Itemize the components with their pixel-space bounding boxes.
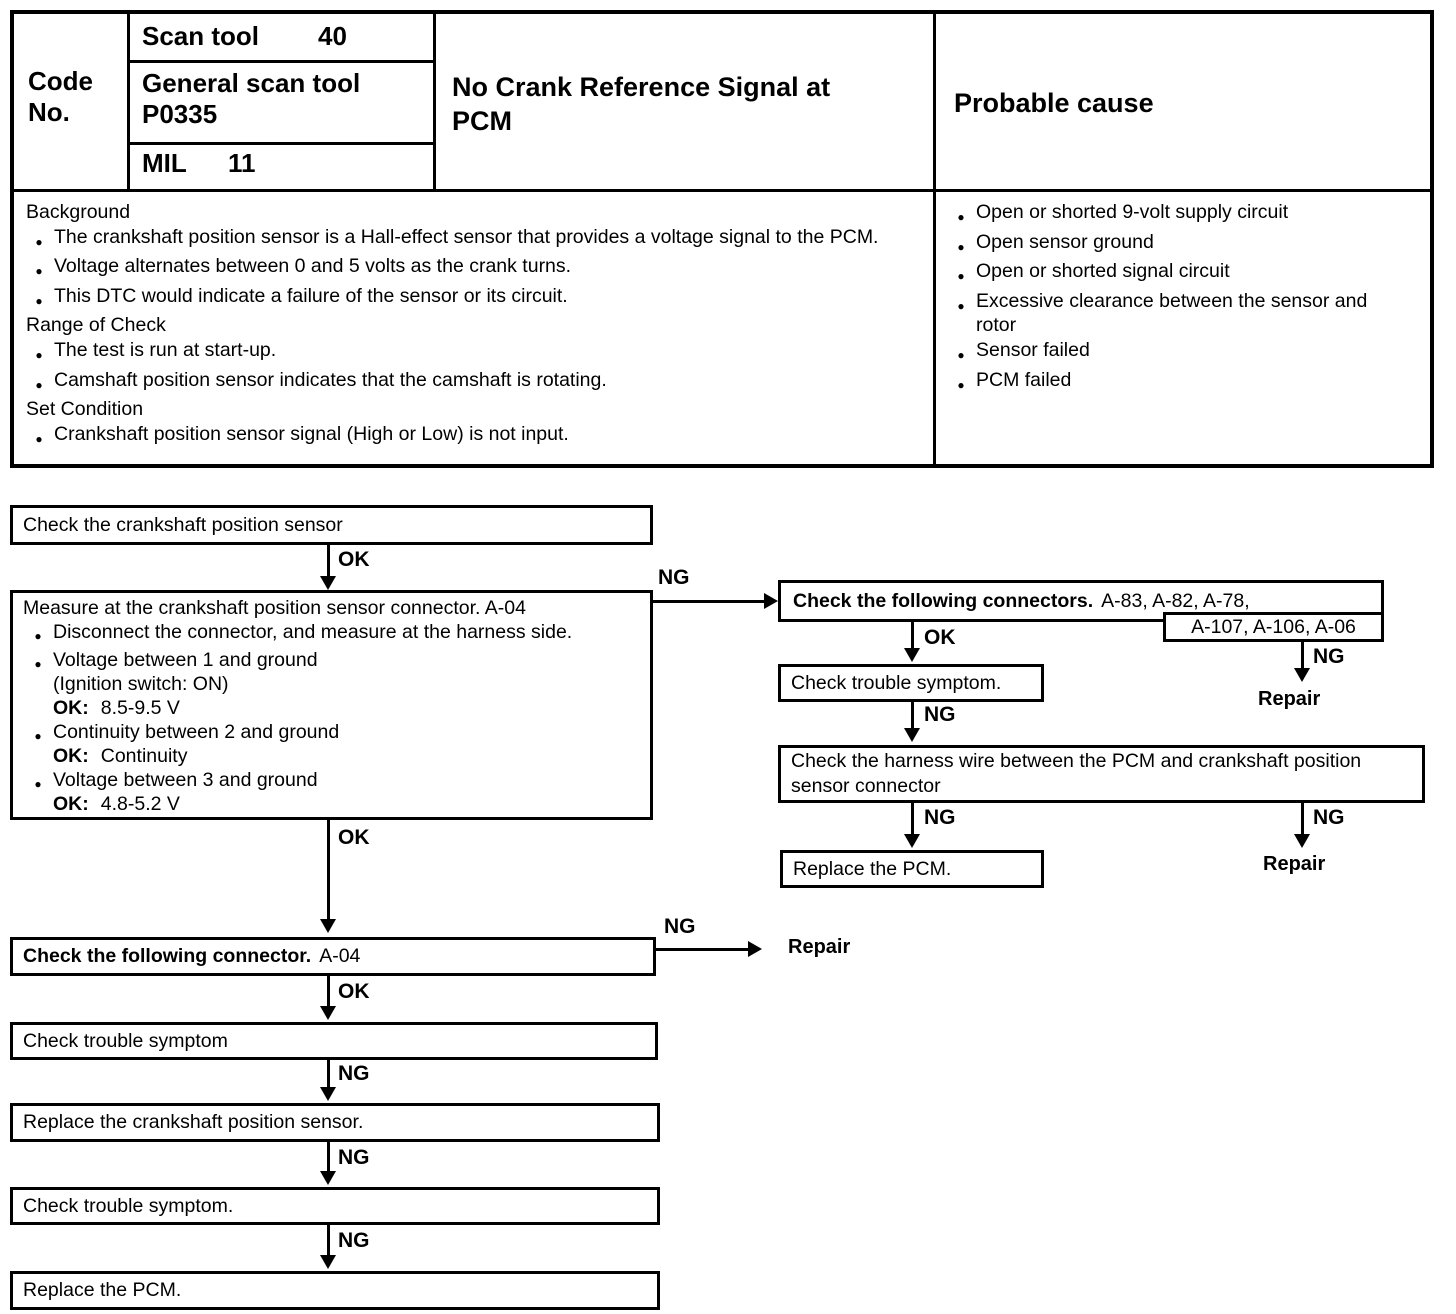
bullet-item bbox=[24, 225, 924, 255]
bullet-text: The test is run at start-up. bbox=[54, 338, 277, 361]
bullet-text: Open or shorted signal circuit bbox=[976, 260, 1230, 283]
bullet-item bbox=[24, 368, 924, 398]
connector-codes: A-83, A-82, A-78, bbox=[1101, 589, 1250, 612]
bullet-text: Excessive clearance between the sensor and rotor bbox=[976, 289, 1368, 337]
bullet-text: Camshaft position sensor indicates that the camshaft is rotating. bbox=[54, 368, 607, 391]
bullet-icon: ● bbox=[34, 629, 42, 643]
mil-cell bbox=[142, 148, 187, 179]
bullet-item bbox=[946, 368, 1426, 398]
bullet-item bbox=[24, 338, 924, 368]
repair-label: Repair bbox=[1263, 853, 1326, 875]
arrow-label-ng: NG bbox=[658, 566, 690, 589]
table-divider bbox=[433, 14, 436, 189]
bullet-text: Open or shorted 9-volt supply circuit bbox=[976, 201, 1289, 223]
flow-arrow-line bbox=[327, 976, 330, 1006]
arrow-label-ng: NG bbox=[1313, 806, 1345, 829]
flow-box-check-trouble-symptom-2 bbox=[10, 1187, 660, 1225]
arrow-label-ng: NG bbox=[664, 915, 696, 938]
flow-arrow-line bbox=[650, 600, 766, 603]
bullet-item bbox=[946, 289, 1426, 338]
flow-arrow-line bbox=[656, 948, 750, 951]
flow-arrowhead bbox=[904, 648, 920, 662]
measure-title: Measure at the crankshaft position sensor connector. A-04 bbox=[23, 597, 526, 619]
probable-cause-title: Probable cause bbox=[954, 88, 1154, 118]
flow-box-check-sensor bbox=[10, 505, 653, 545]
bullet-item bbox=[946, 230, 1426, 260]
bullet-text: The crankshaft position sensor is a Hall-effect sensor that provides a voltage signal to the PCM. bbox=[54, 225, 879, 248]
table-divider bbox=[130, 142, 433, 145]
mil-value: 11 bbox=[228, 148, 256, 178]
flow-box-check-connector bbox=[10, 937, 656, 976]
flow-box-text: Replace the PCM. bbox=[793, 857, 952, 880]
arrow-label-ng: NG bbox=[924, 703, 956, 726]
table-divider bbox=[130, 60, 433, 63]
flow-arrowhead bbox=[320, 1255, 336, 1269]
flow-box-replace-pcm bbox=[10, 1271, 660, 1310]
bullet-text: Crankshaft position sensor signal (High or Low) is not input. bbox=[54, 422, 569, 445]
table-divider bbox=[933, 14, 936, 464]
flow-box-text-bold: Check the following connector. bbox=[23, 945, 312, 967]
flow-arrowhead bbox=[320, 1006, 336, 1020]
flow-arrowhead bbox=[320, 1171, 336, 1185]
bullet-item bbox=[23, 648, 640, 720]
probable-cause-cell bbox=[946, 200, 1426, 397]
flow-arrowhead bbox=[1294, 668, 1310, 682]
bullet-icon: ● bbox=[35, 264, 43, 279]
dtc-header-table bbox=[10, 10, 1434, 468]
bullet-item bbox=[24, 422, 924, 452]
dtc-title: No Crank Reference Signal at PCM bbox=[452, 72, 831, 136]
flow-box-check-trouble-symptom bbox=[10, 1022, 658, 1060]
mil-label: MIL bbox=[142, 148, 187, 178]
flow-arrow-line bbox=[911, 803, 914, 834]
bullet-text: Disconnect the connector, and measure at the harness side. bbox=[53, 621, 573, 643]
scan-tool-cell bbox=[142, 21, 259, 52]
set-condition-heading: Set Condition bbox=[26, 398, 144, 421]
bullet-item bbox=[24, 284, 924, 314]
bullet-text: PCM failed bbox=[976, 368, 1072, 391]
flow-arrowhead bbox=[764, 593, 778, 609]
flow-box-text: Check the harness wire between the PCM and crankshaft position sensor connector bbox=[791, 750, 1362, 797]
flow-box-text: Check trouble symptom. bbox=[23, 1194, 234, 1217]
bullet-text: Voltage between 1 and ground (Ignition switch: ON) OK: 8.5-9.5 V bbox=[53, 649, 318, 719]
flow-arrowhead bbox=[320, 1087, 336, 1101]
bullet-item bbox=[946, 200, 1426, 230]
arrow-label-ng: NG bbox=[338, 1146, 370, 1169]
flow-arrow-line bbox=[911, 702, 914, 728]
background-heading: Background bbox=[26, 201, 131, 223]
flow-box-text: Check trouble symptom bbox=[23, 1029, 228, 1052]
flow-arrow-line bbox=[327, 1142, 330, 1171]
flow-arrow-line bbox=[1301, 803, 1304, 834]
flow-arrowhead bbox=[320, 919, 336, 933]
bullet-icon: ● bbox=[957, 269, 965, 284]
arrow-label-ok: OK bbox=[924, 626, 956, 649]
flow-box-text: Check trouble symptom. bbox=[791, 671, 1002, 694]
flow-box-replace-sensor bbox=[10, 1103, 660, 1142]
bullet-icon: ● bbox=[34, 729, 42, 743]
repair-label: Repair bbox=[788, 936, 851, 958]
flow-arrow-line bbox=[327, 1225, 330, 1255]
flow-box-check-harness-wire bbox=[778, 745, 1425, 803]
arrow-label-ok: OK bbox=[338, 826, 370, 849]
arrow-label-ng: NG bbox=[924, 806, 956, 829]
bullet-icon: ● bbox=[34, 777, 42, 791]
code-no-cell bbox=[28, 66, 93, 128]
general-scan-tool-cell bbox=[142, 68, 360, 130]
bullet-icon: ● bbox=[35, 347, 43, 362]
arrow-label-ng: NG bbox=[338, 1062, 370, 1085]
flow-arrow-line bbox=[327, 818, 330, 919]
bullet-item bbox=[23, 720, 640, 768]
bullet-icon: ● bbox=[35, 377, 43, 392]
bullet-text: Sensor failed bbox=[976, 338, 1090, 361]
arrow-label-ok: OK bbox=[338, 980, 370, 1003]
flow-arrow-line bbox=[1301, 642, 1304, 668]
code-no-line1: Code bbox=[28, 66, 93, 96]
general-scan-tool-value: P0335 bbox=[142, 99, 218, 129]
flow-arrowhead bbox=[320, 576, 336, 590]
bullet-item bbox=[23, 620, 640, 648]
flow-arrow-line bbox=[327, 545, 330, 578]
flow-box-text: Check the crankshaft position sensor bbox=[23, 513, 343, 536]
flow-arrowhead bbox=[1294, 834, 1310, 848]
bullet-item bbox=[946, 259, 1426, 289]
flow-arrowhead bbox=[904, 728, 920, 742]
range-of-check-heading: Range of Check bbox=[26, 314, 166, 337]
flow-arrowhead bbox=[748, 941, 762, 957]
connector-codes: A-04 bbox=[319, 945, 361, 967]
bullet-icon: ● bbox=[35, 234, 43, 249]
bullet-text: Continuity between 2 and ground OK: Continuity bbox=[53, 721, 340, 767]
general-scan-tool-label: General scan tool bbox=[142, 68, 361, 98]
bullet-item bbox=[24, 254, 924, 284]
bullet-item bbox=[23, 768, 640, 816]
flow-box-measure-sensor bbox=[10, 590, 653, 820]
bullet-text: This DTC would indicate a failure of the sensor or its circuit. bbox=[54, 284, 568, 307]
bullet-text: Open sensor ground bbox=[976, 230, 1154, 253]
arrow-label-ok: OK bbox=[338, 548, 370, 571]
bullet-icon: ● bbox=[34, 657, 42, 671]
flow-box-replace-pcm-right bbox=[780, 850, 1044, 888]
bullet-icon: ● bbox=[957, 210, 965, 224]
flow-arrow-line bbox=[911, 622, 914, 648]
bullet-icon: ● bbox=[957, 377, 965, 392]
repair-label: Repair bbox=[1258, 688, 1321, 710]
scan-tool-value: 40 bbox=[318, 21, 347, 51]
flow-box-text: Replace the crankshaft position sensor. bbox=[23, 1111, 364, 1133]
connector-codes: A-107, A-106, A-06 bbox=[1191, 615, 1356, 638]
bullet-icon: ● bbox=[957, 347, 965, 362]
arrow-label-ng: NG bbox=[338, 1229, 370, 1252]
flow-arrow-line bbox=[327, 1060, 330, 1087]
bullet-item bbox=[946, 338, 1426, 368]
bullet-text: Voltage between 3 and ground OK: 4.8-5.2 V bbox=[53, 769, 318, 815]
table-divider bbox=[14, 189, 1430, 192]
bullet-icon: ● bbox=[957, 298, 965, 313]
table-divider bbox=[127, 14, 130, 189]
bullet-icon: ● bbox=[35, 431, 43, 446]
bullet-icon: ● bbox=[35, 293, 43, 308]
background-cell bbox=[24, 200, 924, 451]
flow-box-check-trouble-symptom-right bbox=[778, 664, 1044, 702]
flow-box-text-bold: Check the following connectors. bbox=[793, 589, 1094, 612]
arrow-label-ng: NG bbox=[1313, 645, 1345, 668]
flow-box-text: Replace the PCM. bbox=[23, 1279, 182, 1301]
bullet-text: Voltage alternates between 0 and 5 volts as the crank turns. bbox=[54, 255, 572, 278]
flow-arrowhead bbox=[904, 834, 920, 848]
bullet-icon: ● bbox=[957, 239, 965, 254]
scan-tool-label: Scan tool bbox=[142, 21, 260, 51]
flow-box-check-connectors-codes2 bbox=[1163, 612, 1384, 642]
code-no-line2: No. bbox=[28, 97, 70, 127]
